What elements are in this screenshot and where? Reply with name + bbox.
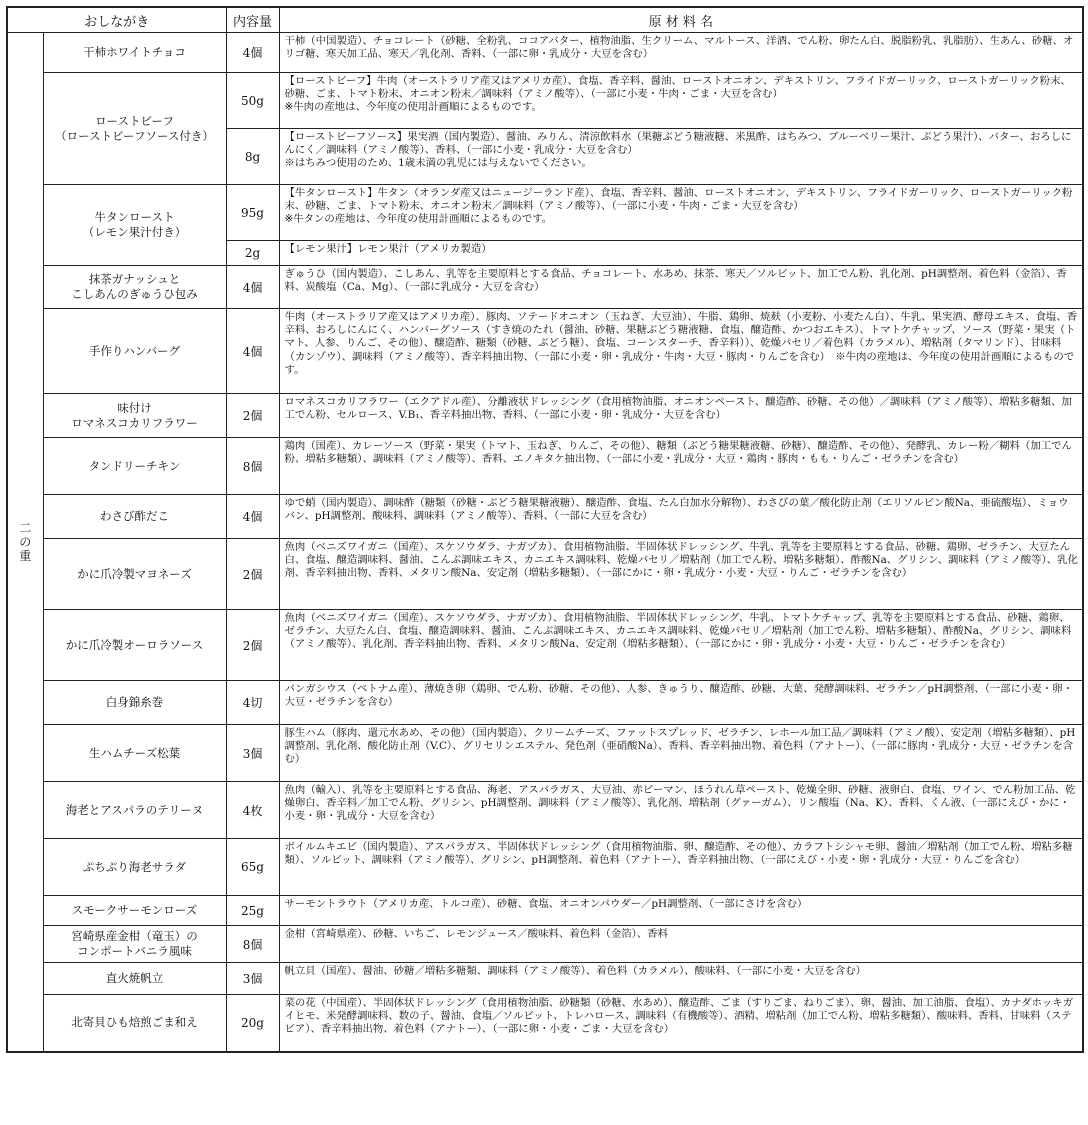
- dish-name: かに爪冷製マヨネーズ: [43, 539, 226, 610]
- quantity: 8g: [226, 129, 279, 185]
- dish-name: 宮崎県産金柑（竜玉）の コンポートバニラ風味: [43, 926, 226, 963]
- quantity: 50g: [226, 73, 279, 129]
- dish-name: 牛タンロースト （レモン果汁付き）: [43, 185, 226, 266]
- ingredients: 牛肉（オーストラリア産又はアメリカ産）、豚肉、ソテードオニオン（玉ねぎ、大豆油）、牛脂、鶏卵、焼麸（小麦粉、小麦たん白）、牛乳、果実酒、酵母エキス、食塩、香辛料、おろしにんにく、ハンバーグソース（すき焼のたれ（醤油、砂糖、果糖ぶどう糖液糖、食塩、醸造酢、かつおエキス）、トマトケチャップ、ソース（野菜・果実（トマト、人参、りんご、その他）、醸造酢、糖類（砂糖、ぶどう糖）、食塩、コーンスターチ、香辛料））、乾燥パセリ／着色料（カラメル）、増粘剤（タマリンド）、甘味料（カンゾウ）、調味料（アミノ酸等）、香辛料抽出物、（一部に小麦・卵・乳成分・牛肉・大豆・豚肉・りんごを含む） ※牛肉の産地は、今年度の使用計画順によるものです。: [279, 309, 1083, 394]
- ingredients: 【ローストビーフソース】果実酒（国内製造）、醤油、みりん、清涼飲料水（果糖ぶどう糖液糖、米黒酢、はちみつ、ブルーベリー果汁、ぶどう果汁）、バター、おろしにんにく／調味料（アミノ酸等）、香料、（一部に小麦・乳成分・大豆を含む） ※はちみつ使用のため、1歳未満の乳児には与えないでください。: [279, 129, 1083, 185]
- table-row: [7, 266, 1083, 309]
- quantity: 65g: [226, 839, 279, 896]
- ingredients: ロマネスコカリフラワー（エクアドル産）、分離液状ドレッシング（食用植物油脂、オニオンペースト、醸造酢、砂糖、その他）／調味料（アミノ酸等）、増粘多糖類、加工でん粉、セルロース、V.B₁、香辛料抽出物、香料、（一部に小麦・卵・乳成分・大豆を含む）: [279, 394, 1083, 438]
- ingredients: 帆立貝（国産）、醤油、砂糖／増粘多糖類、調味料（アミノ酸等）、着色料（カラメル）、酸味料、（一部に小麦・大豆を含む）: [279, 963, 1083, 995]
- header-dish: おしながき: [7, 7, 226, 33]
- dish-name: 生ハムチーズ松葉: [43, 725, 226, 782]
- table-row: [7, 896, 1083, 926]
- quantity: 3個: [226, 963, 279, 995]
- dish-name: ローストビーフ （ローストビーフソース付き）: [43, 73, 226, 185]
- quantity: 2個: [226, 539, 279, 610]
- quantity: 4切: [226, 681, 279, 725]
- table-row: [7, 33, 1083, 73]
- ingredients: 金柑（宮崎県産）、砂糖、いちご、レモンジュース／酸味料、着色料（金箔）、香料: [279, 926, 1083, 963]
- table-row: [7, 309, 1083, 394]
- table-row: [7, 610, 1083, 681]
- dish-name: タンドリーチキン: [43, 438, 226, 495]
- quantity: 2g: [226, 241, 279, 266]
- dish-name: 味付け ロマネスコカリフラワー: [43, 394, 226, 438]
- ingredients: 魚肉（輸入）、乳等を主要原料とする食品、海老、アスパラガス、大豆油、赤ピーマン、ほうれん草ペースト、乾燥全卵、砂糖、液卵白、食塩、ワイン、でん粉加工品、乾燥卵白、香辛料／加工でん粉、グリシン、pH調整剤、調味料（アミノ酸等）、乳化剤、増粘剤（グァーガム）、リン酸塩（Na、K）、香料、くん液、（一部にえび・かに・小麦・卵・乳成分・大豆を含む）: [279, 782, 1083, 839]
- ingredients-table: [6, 6, 1084, 1053]
- quantity: 4個: [226, 309, 279, 394]
- quantity: 25g: [226, 896, 279, 926]
- ingredients: 干柿（中国製造）、チョコレート（砂糖、全粉乳、ココアバター、植物油脂、生クリーム、マルトース、洋酒、でん粉、卵たん白、脱脂粉乳、乳脂肪）、生あん、砂糖、オリゴ糖、寒天加工品、寒天／乳化剤、香料、（一部に卵・乳成分・大豆を含む）: [279, 33, 1083, 73]
- quantity: 20g: [226, 995, 279, 1052]
- table-row: [7, 185, 1083, 241]
- table-row: [7, 782, 1083, 839]
- dish-name: 海老とアスパラのテリーヌ: [43, 782, 226, 839]
- dish-name: 直火焼帆立: [43, 963, 226, 995]
- ingredients: 鶏肉（国産）、カレーソース（野菜・果実（トマト、玉ねぎ、りんご、その他）、糖類（ぶどう糖果糖液糖、砂糖）、醸造酢、その他）、発酵乳、カレー粉／糊料（加工でん粉、増粘多糖類）、調味料（アミノ酸等）、香料、エノキタケ抽出物、（一部に小麦・乳成分・大豆・鶏肉・豚肉・もも・りんご・ゼラチンを含む）: [279, 438, 1083, 495]
- ingredients: 菜の花（中国産）、半固体状ドレッシング（食用植物油脂、砂糖類（砂糖、水あめ）、醸造酢、ごま（すりごま、ねりごま）、卵、醤油、加工油脂、食塩）、カナダホッキガイヒモ、米発酵調味料、数の子、醤油、食塩／ソルビット、トレハロース、調味料（有機酸等）、酒精、増粘剤（加工でん粉、増粘多糖類）、酸味料、香料、甘味料（ステビア）、香辛料抽出物、着色料（アナトー）、（一部に卵・小麦・ごま・大豆を含む）: [279, 995, 1083, 1052]
- dish-name: 干柿ホワイトチョコ: [43, 33, 226, 73]
- ingredients: 魚肉（ベニズワイガニ（国産）、スケソウダラ、ナガヅカ）、食用植物油脂、半固体状ドレッシング、牛乳、トマトケチャップ、乳等を主要原料とする食品、砂糖、鶏卵、ゼラチン、大豆たん白、食塩、醸造調味料、醤油、こんぶ調味エキス、カニエキス調味料、乾燥パセリ／増粘剤（加工でん粉、増粘多糖類）、酢酸Na、グリシン、調味料（アミノ酸等）、乳化剤、香辛料抽出物、香料、メタリン酸Na、安定剤（増粘多糖類）、（一部にかに・卵・乳成分・小麦・大豆・りんご・ゼラチンを含む）: [279, 610, 1083, 681]
- table-row: [7, 926, 1083, 963]
- ingredients: ゆで蛸（国内製造）、調味酢（糖類（砂糖・ぶどう糖果糖液糖）、醸造酢、食塩、たん白加水分解物）、わさびの葉／酸化防止剤（エリソルビン酸Na、亜硫酸塩）、ミョウバン、pH調整剤、酸味料、調味料（アミノ酸等）、香料、（一部に大豆を含む）: [279, 495, 1083, 539]
- quantity: 4個: [226, 266, 279, 309]
- section-label: 二 の 重: [7, 33, 43, 1052]
- quantity: 4枚: [226, 782, 279, 839]
- table-row: [7, 725, 1083, 782]
- quantity: 8個: [226, 438, 279, 495]
- ingredients: ぎゅうひ（国内製造）、こしあん、乳等を主要原料とする食品、チョコレート、水あめ、抹茶、寒天／ソルビット、加工でん粉、乳化剤、pH調整剤、着色料（金箔）、香料、炭酸塩（Ca、Mg）、（一部に乳成分・大豆を含む）: [279, 266, 1083, 309]
- quantity: 3個: [226, 725, 279, 782]
- quantity: 2個: [226, 610, 279, 681]
- header-row: [7, 7, 1083, 33]
- table-row: [7, 539, 1083, 610]
- ingredients: 【牛タンロースト】牛タン（オランダ産又はニュージーランド産）、食塩、香辛料、醤油、ローストオニオン、デキストリン、フライドガーリック、ローストガーリック粉末、砂糖、ごま、トマト粉末、オニオン粉末／調味料（アミノ酸等）、（一部に小麦・牛肉・ごま・大豆を含む） ※牛タンの産地は、今年度の使用計画順によるものです。: [279, 185, 1083, 241]
- ingredients: 【レモン果汁】レモン果汁（アメリカ製造）: [279, 241, 1083, 266]
- dish-name: 白身錦糸巻: [43, 681, 226, 725]
- table-row: [7, 963, 1083, 995]
- table-row: [7, 495, 1083, 539]
- header-quantity: 内容量: [226, 7, 279, 33]
- quantity: 8個: [226, 926, 279, 963]
- dish-name: 手作りハンバーグ: [43, 309, 226, 394]
- ingredients: 豚生ハム（豚肉、還元水あめ、その他）（国内製造）、クリームチーズ、ファットスプレッド、ゼラチン、レホール加工品／調味料（アミノ酸）、安定剤（増粘多糖類）、pH調整剤、乳化剤、酸化防止剤（V.C）、グリセリンエステル、発色剤（亜硝酸Na）、香料、香辛料抽出物、着色料（アナトー）、（一部に豚肉・乳成分・大豆・ゼラチンを含む）: [279, 725, 1083, 782]
- ingredients: 魚肉（ベニズワイガニ（国産）、スケソウダラ、ナガヅカ）、食用植物油脂、半固体状ドレッシング、牛乳、乳等を主要原料とする食品、砂糖、鶏卵、ゼラチン、大豆たん白、食塩、醸造調味料、醤油、こんぶ調味エキス、カニエキス調味料、乾燥パセリ／増粘剤（加工でん粉、増粘多糖類）、酢酸Na、グリシン、調味料（アミノ酸等）、乳化剤、香辛料抽出物、香料、メタリン酸Na、安定剤（増粘多糖類）、（一部にかに・卵・乳成分・小麦・大豆・りんご・ゼラチンを含む）: [279, 539, 1083, 610]
- table-row: [7, 995, 1083, 1052]
- table-row: [7, 438, 1083, 495]
- dish-name: スモークサーモンローズ: [43, 896, 226, 926]
- header-ingredients: 原 材 料 名: [279, 7, 1083, 33]
- table-row: [7, 681, 1083, 725]
- quantity: 95g: [226, 185, 279, 241]
- quantity: 4個: [226, 495, 279, 539]
- ingredients: パンガシウス（ベトナム産）、薄焼き卵（鶏卵、でん粉、砂糖、その他）、人参、きゅうり、醸造酢、砂糖、大葉、発酵調味料、ゼラチン／pH調整剤、（一部に小麦・卵・大豆・ゼラチンを含む）: [279, 681, 1083, 725]
- table-row: [7, 73, 1083, 129]
- dish-name: かに爪冷製オーロラソース: [43, 610, 226, 681]
- ingredients: ボイルムキエビ（国内製造）、アスパラガス、半固体状ドレッシング（食用植物油脂、卵、醸造酢、その他）、カラフトシシャモ卵、醤油／増粘剤（加工でん粉、増粘多糖類）、ソルビット、調味料（アミノ酸等）、グリシン、pH調整剤、着色料（アナトー）、香辛料抽出物、（一部にえび・小麦・卵・乳成分・大豆・りんごを含む）: [279, 839, 1083, 896]
- ingredients: サーモントラウト（アメリカ産、トルコ産）、砂糖、食塩、オニオンパウダー／pH調整剤、（一部にさけを含む）: [279, 896, 1083, 926]
- ingredients: 【ローストビーフ】牛肉（オーストラリア産又はアメリカ産）、食塩、香辛料、醤油、ローストオニオン、デキストリン、フライドガーリック、ローストガーリック粉末、砂糖、ごま、トマト粉末、オニオン粉末／調味料（アミノ酸等）、（一部に小麦・牛肉・ごま・大豆を含む） ※牛肉の産地は、今年度の使用計画順によるものです。: [279, 73, 1083, 129]
- table-row: [7, 394, 1083, 438]
- dish-name: ぷちぷり海老サラダ: [43, 839, 226, 896]
- quantity: 2個: [226, 394, 279, 438]
- dish-name: 抹茶ガナッシュと こしあんのぎゅうひ包み: [43, 266, 226, 309]
- table-row: [7, 839, 1083, 896]
- dish-name: 北寄貝ひも焙煎ごま和え: [43, 995, 226, 1052]
- dish-name: わさび酢だこ: [43, 495, 226, 539]
- quantity: 4個: [226, 33, 279, 73]
